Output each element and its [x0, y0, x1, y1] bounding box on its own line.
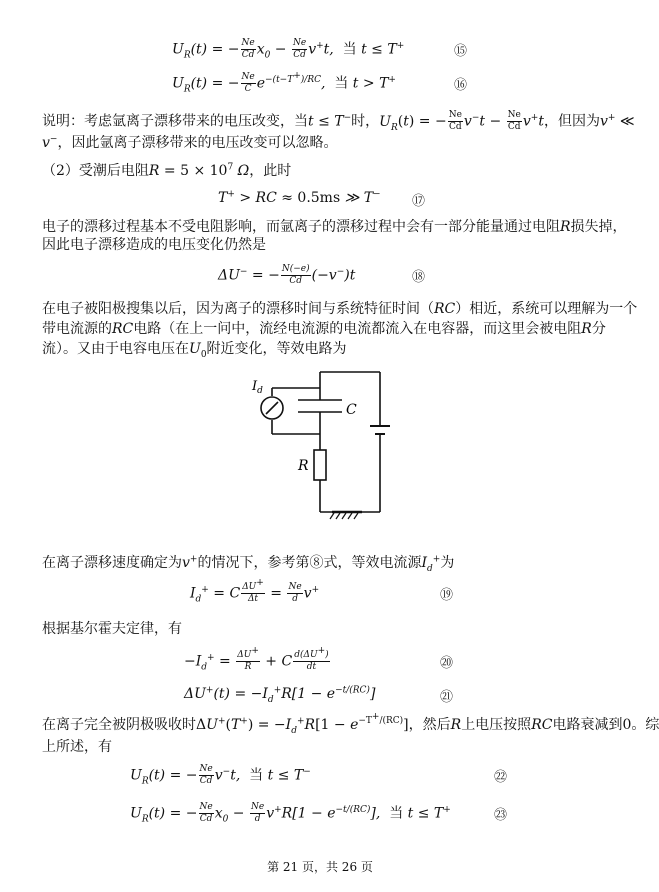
equation-17: T+ > RC ≈ 0.5ms ≫ T− — [218, 189, 381, 206]
equation-23: $U_R(t)$ = − $\frac{Ne}{Cd}$ $x_0$ − $\frac{Ne}{d}$ $v^+R[1 - e^{-t/(RC)}]$, 当 t ≤ T+ — [130, 802, 451, 825]
explanation-line-2: v−，因此氩离子漂移带来的电压改变可以忽略。 — [42, 134, 338, 151]
equation-21: $\Delta U^+(t) = -I_d^+R[1 - e^{-t/(RC)}]$ — [184, 685, 376, 705]
resistor-label: R — [298, 458, 309, 474]
paragraph-1-line-2: 因此电子漂移造成的电压变化仍然是 — [42, 237, 266, 253]
equation-number-16: ⑯ — [454, 78, 468, 93]
paragraph-4: 根据基尔霍夫定律，有 — [42, 621, 182, 637]
paragraph-2-line-1: 在电子被阳极搜集以后，因为离子的漂移时间与系统特征时间（RC）相近，系统可以理解为一个 — [42, 301, 638, 317]
equation-number-20: ⑳ — [440, 656, 454, 671]
paragraph-2-line-3: 流）。又由于电容电压在$U_0$附近变化，等效电路为 — [42, 341, 347, 360]
equation-22: $U_R(t)$ = − $\frac{Ne}{Cd}$ v−t, 当 t ≤ T− — [130, 764, 311, 787]
paragraph-1-line-1: 电子的漂移过程基本不受电阻影响，而氩离子的漂移过程中会有一部分能量通过电阻R损失掉， — [42, 219, 627, 235]
equation-number-18: ⑱ — [412, 270, 426, 285]
part-2-heading: （2）受潮后电阻$R = 5 \times 10^7$ Ω，此时 — [42, 162, 292, 179]
equation-number-19: ⑲ — [440, 588, 454, 603]
equation-19: $I_d^+ = C$ $\frac{\Delta U^+}{\Delta t}$ = $\frac{Ne}{d}$ v+ — [190, 578, 320, 605]
paragraph-5-line-2: 上所述，有 — [42, 739, 112, 755]
equation-20: $-I_d^+$ = $\frac{\Delta U^+}{R}$ + C $\frac{d(\Delta U^+)}{dt}$ — [184, 646, 329, 673]
equation-number-15: ⑮ — [454, 44, 468, 59]
page-footer: 第 21 页，共 26 页 — [267, 860, 373, 874]
resistor-icon — [314, 450, 326, 480]
equation-15: $U_R(t)$ = − $\frac{Ne}{Cd}$ $x_0$ − $\frac{Ne}{Cd}$ v+t, 当 t ≤ T+ — [172, 38, 405, 61]
equivalent-circuit-diagram — [232, 362, 432, 532]
equation-16: $U_R(t)$ = − $\frac{Ne}{C}$ $e^{-(t-T^+)/RC}$, 当 t > T+ — [172, 70, 396, 95]
ground-icon — [330, 513, 358, 519]
capacitor-label: C — [346, 402, 357, 418]
equation-number-17: ⑰ — [412, 194, 426, 209]
equation-18: ΔU− = − $\frac{N(-e)}{Cd}$ (−v−)t — [218, 264, 356, 286]
equation-number-21: ㉑ — [440, 690, 454, 705]
current-source-label: $I_d$ — [252, 379, 263, 396]
explanation-line-1: 说明：考虑氩离子漂移带来的电压改变，当t ≤ T−时，$U_R(t)$ = − $\frac{Ne}{Cd}$ v−t − $\frac{Ne}{Cd}$ v+t，但因为v+ ≪ — [42, 110, 635, 133]
paragraph-5-line-1: 在离子完全被阴极吸收时$\Delta U^+(T^+) = -I_d^+R[1 - e^{-T^+/(RC)}]$，然后R上电压按照RC电路衰减到0。综 — [42, 712, 659, 736]
paragraph-2-line-2: 带电流源的RC电路（在上一问中，流经电流源的电流都流入在电容器，而这里会被电阻R分 — [42, 321, 606, 337]
equation-number-22: ㉒ — [494, 770, 508, 785]
equation-number-23: ㉓ — [494, 808, 508, 823]
paragraph-3: 在离子漂移速度确定为v+的情况下，参考第⑧式，等效电流源$I_d^+$为 — [42, 554, 455, 574]
